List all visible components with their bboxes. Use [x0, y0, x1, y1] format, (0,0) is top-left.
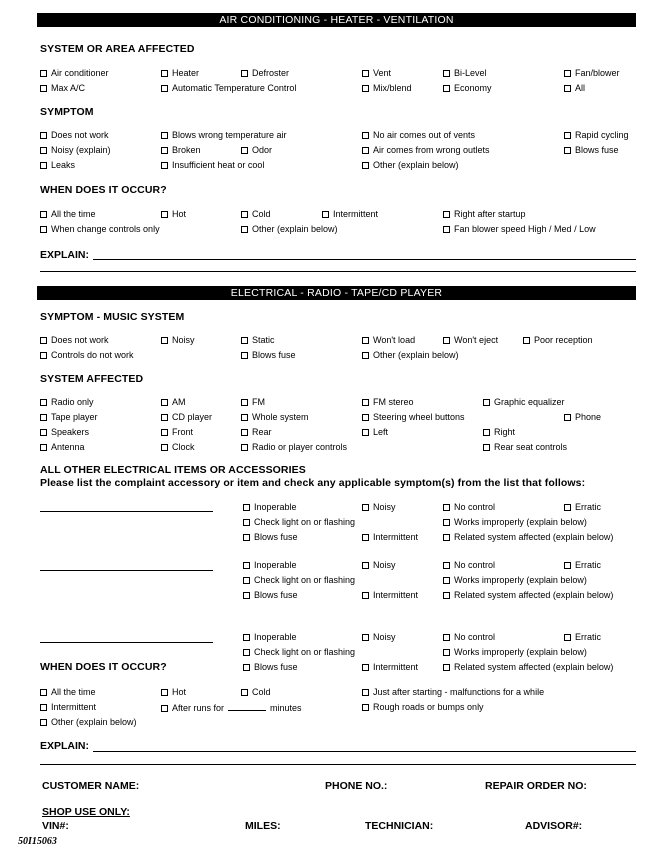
- checkbox-wont-eject[interactable]: Won't eject: [443, 335, 498, 346]
- ac-section-title: AIR CONDITIONING - HEATER - VENTILATION: [37, 13, 636, 27]
- customer-name-label: CUSTOMER NAME:: [42, 780, 140, 792]
- checkbox-radio-does-not-work[interactable]: Does not work: [40, 335, 109, 346]
- checkbox-acc2-blows-fuse[interactable]: Blows fuse: [243, 590, 298, 601]
- checkbox-acc3-erratic[interactable]: Erratic: [564, 632, 601, 643]
- checkbox-fan-blower-speed[interactable]: Fan blower speed High / Med / Low: [443, 224, 596, 235]
- checkbox-other-explain[interactable]: Other (explain below): [362, 160, 459, 171]
- checkbox-whole-system[interactable]: Whole system: [241, 412, 309, 423]
- checkbox-leaks[interactable]: Leaks: [40, 160, 75, 171]
- checkbox-front[interactable]: Front: [161, 427, 193, 438]
- checkbox-rear[interactable]: Rear: [241, 427, 272, 438]
- shop-use-only-label: SHOP USE ONLY:: [42, 806, 130, 818]
- checkbox-acc2-no-control[interactable]: No control: [443, 560, 495, 571]
- checkbox-acc3-check-light[interactable]: Check light on or flashing: [243, 647, 355, 658]
- checkbox-left[interactable]: Left: [362, 427, 388, 438]
- vin-label: VIN#:: [42, 820, 69, 832]
- checkbox-air-conditioner[interactable]: Air conditioner: [40, 68, 109, 79]
- accessory-line-3[interactable]: [40, 642, 213, 643]
- ac-explain-line-2[interactable]: [40, 271, 636, 272]
- checkbox-acc2-inoperable[interactable]: Inoperable: [243, 560, 297, 571]
- checkbox-el-cold[interactable]: Cold: [241, 687, 271, 698]
- checkbox-broken[interactable]: Broken: [161, 145, 201, 156]
- checkbox-hot[interactable]: Hot: [161, 209, 186, 220]
- checkbox-acc3-inoperable[interactable]: Inoperable: [243, 632, 297, 643]
- checkbox-odor[interactable]: Odor: [241, 145, 272, 156]
- checkbox-cd-player[interactable]: CD player: [161, 412, 212, 423]
- checkbox-after-runs-for[interactable]: After runs for minutes: [161, 702, 302, 714]
- checkbox-intermittent[interactable]: Intermittent: [322, 209, 378, 220]
- checkbox-acc1-related-system[interactable]: Related system affected (explain below): [443, 532, 613, 543]
- ac-symptom-heading: SYMPTOM: [40, 106, 94, 118]
- checkbox-acc2-check-light[interactable]: Check light on or flashing: [243, 575, 355, 586]
- checkbox-am[interactable]: AM: [161, 397, 186, 408]
- checkbox-noisy-explain[interactable]: Noisy (explain): [40, 145, 111, 156]
- checkbox-fm-stereo[interactable]: FM stereo: [362, 397, 414, 408]
- checkbox-tape-player[interactable]: Tape player: [40, 412, 98, 423]
- checkbox-phone[interactable]: Phone: [564, 412, 601, 423]
- checkbox-graphic-equalizer[interactable]: Graphic equalizer: [483, 397, 565, 408]
- checkbox-wrong-outlets[interactable]: Air comes from wrong outlets: [362, 145, 490, 156]
- repair-order-label: REPAIR ORDER NO:: [485, 780, 587, 792]
- checkbox-acc3-blows-fuse[interactable]: Blows fuse: [243, 662, 298, 673]
- checkbox-acc3-noisy[interactable]: Noisy: [362, 632, 396, 643]
- checkbox-antenna[interactable]: Antenna: [40, 442, 85, 453]
- checkbox-radio-other[interactable]: Other (explain below): [362, 350, 459, 361]
- el-explain-line-2[interactable]: [40, 764, 636, 765]
- checkbox-radio-player-controls[interactable]: Radio or player controls: [241, 442, 347, 453]
- ac-explain-line-1[interactable]: [93, 259, 636, 260]
- checkbox-acc2-noisy[interactable]: Noisy: [362, 560, 396, 571]
- checkbox-rear-seat-controls[interactable]: Rear seat controls: [483, 442, 567, 453]
- checkbox-radio-only[interactable]: Radio only: [40, 397, 94, 408]
- ac-system-heading: SYSTEM OR AREA AFFECTED: [40, 43, 195, 55]
- checkbox-rough-roads[interactable]: Rough roads or bumps only: [362, 702, 484, 713]
- el-system-heading: SYSTEM AFFECTED: [40, 373, 144, 385]
- checkbox-all-the-time[interactable]: All the time: [40, 209, 96, 220]
- miles-label: MILES:: [245, 820, 281, 832]
- checkbox-acc1-erratic[interactable]: Erratic: [564, 502, 601, 513]
- checkbox-el-hot[interactable]: Hot: [161, 687, 186, 698]
- form-code: 50I15063: [18, 836, 57, 847]
- el-other-heading: ALL OTHER ELECTRICAL ITEMS OR ACCESSORIES: [40, 464, 306, 476]
- checkbox-static[interactable]: Static: [241, 335, 275, 346]
- checkbox-controls-do-not-work[interactable]: Controls do not work: [40, 350, 134, 361]
- checkbox-no-air[interactable]: No air comes out of vents: [362, 130, 475, 141]
- minutes-blank[interactable]: [228, 702, 266, 711]
- advisor-label: ADVISOR#:: [525, 820, 583, 832]
- checkbox-right-after-startup[interactable]: Right after startup: [443, 209, 526, 220]
- checkbox-change-controls[interactable]: When change controls only: [40, 224, 160, 235]
- checkbox-cold[interactable]: Cold: [241, 209, 271, 220]
- checkbox-clock[interactable]: Clock: [161, 442, 195, 453]
- checkbox-all[interactable]: All: [564, 83, 585, 94]
- checkbox-acc2-erratic[interactable]: Erratic: [564, 560, 601, 571]
- checkbox-acc3-intermittent[interactable]: Intermittent: [362, 662, 418, 673]
- checkbox-insufficient-heat[interactable]: Insufficient heat or cool: [161, 160, 264, 171]
- checkbox-el-all-the-time[interactable]: All the time: [40, 687, 96, 698]
- checkbox-poor-reception[interactable]: Poor reception: [523, 335, 593, 346]
- checkbox-defroster[interactable]: Defroster: [241, 68, 289, 79]
- checkbox-acc1-intermittent[interactable]: Intermittent: [362, 532, 418, 543]
- el-section-title: ELECTRICAL - RADIO - TAPE/CD PLAYER: [37, 286, 636, 300]
- checkbox-acc1-check-light[interactable]: Check light on or flashing: [243, 517, 355, 528]
- checkbox-acc1-noisy[interactable]: Noisy: [362, 502, 396, 513]
- technician-label: TECHNICIAN:: [365, 820, 434, 832]
- checkbox-mix-blend[interactable]: Mix/blend: [362, 83, 412, 94]
- checkbox-wont-load[interactable]: Won't load: [362, 335, 415, 346]
- checkbox-radio-blows-fuse[interactable]: Blows fuse: [241, 350, 296, 361]
- el-symptom-heading: SYMPTOM - MUSIC SYSTEM: [40, 311, 185, 323]
- checkbox-just-after-starting[interactable]: Just after starting - malfunctions for a while: [362, 687, 544, 698]
- checkbox-acc3-no-control[interactable]: No control: [443, 632, 495, 643]
- checkbox-acc1-works-improperly[interactable]: Works improperly (explain below): [443, 517, 587, 528]
- checkbox-other-explain-below[interactable]: Other (explain below): [241, 224, 338, 235]
- ac-when-heading: WHEN DOES IT OCCUR?: [40, 184, 167, 196]
- checkbox-acc3-related-system[interactable]: Related system affected (explain below): [443, 662, 613, 673]
- accessory-line-1[interactable]: [40, 511, 213, 512]
- checkbox-speakers[interactable]: Speakers: [40, 427, 89, 438]
- checkbox-max-ac[interactable]: Max A/C: [40, 83, 85, 94]
- el-when-heading: WHEN DOES IT OCCUR?: [40, 661, 167, 673]
- checkbox-vent[interactable]: Vent: [362, 68, 391, 79]
- checkbox-bi-level[interactable]: Bi-Level: [443, 68, 487, 79]
- el-explain-line-1[interactable]: [93, 751, 636, 752]
- el-other-subheading: Please list the complaint accessory or item and check any applicable symptom(s) from the list that follows:: [40, 477, 586, 489]
- accessory-line-2[interactable]: [40, 570, 213, 571]
- checkbox-does-not-work[interactable]: Does not work: [40, 130, 109, 141]
- checkbox-acc1-no-control[interactable]: No control: [443, 502, 495, 513]
- checkbox-blows-fuse[interactable]: Blows fuse: [564, 145, 619, 156]
- el-explain-label: EXPLAIN:: [40, 740, 90, 752]
- checkbox-auto-temp-control[interactable]: Automatic Temperature Control: [161, 83, 296, 94]
- checkbox-acc1-inoperable[interactable]: Inoperable: [243, 502, 297, 513]
- checkbox-steering-wheel-buttons[interactable]: Steering wheel buttons: [362, 412, 465, 423]
- checkbox-fan-blower[interactable]: Fan/blower: [564, 68, 620, 79]
- checkbox-radio-noisy[interactable]: Noisy: [161, 335, 195, 346]
- checkbox-el-other-explain[interactable]: Other (explain below): [40, 717, 137, 728]
- checkbox-el-intermittent[interactable]: Intermittent: [40, 702, 96, 713]
- checkbox-acc1-blows-fuse[interactable]: Blows fuse: [243, 532, 298, 543]
- checkbox-acc2-intermittent[interactable]: Intermittent: [362, 590, 418, 601]
- ac-explain-label: EXPLAIN:: [40, 249, 90, 261]
- checkbox-acc3-works-improperly[interactable]: Works improperly (explain below): [443, 647, 587, 658]
- checkbox-acc2-related-system[interactable]: Related system affected (explain below): [443, 590, 613, 601]
- checkbox-blows-wrong-temp[interactable]: Blows wrong temperature air: [161, 130, 287, 141]
- checkbox-rapid-cycling[interactable]: Rapid cycling: [564, 130, 629, 141]
- checkbox-fm[interactable]: FM: [241, 397, 265, 408]
- checkbox-right[interactable]: Right: [483, 427, 515, 438]
- checkbox-economy[interactable]: Economy: [443, 83, 492, 94]
- phone-label: PHONE NO.:: [325, 780, 388, 792]
- checkbox-acc2-works-improperly[interactable]: Works improperly (explain below): [443, 575, 587, 586]
- checkbox-heater[interactable]: Heater: [161, 68, 199, 79]
